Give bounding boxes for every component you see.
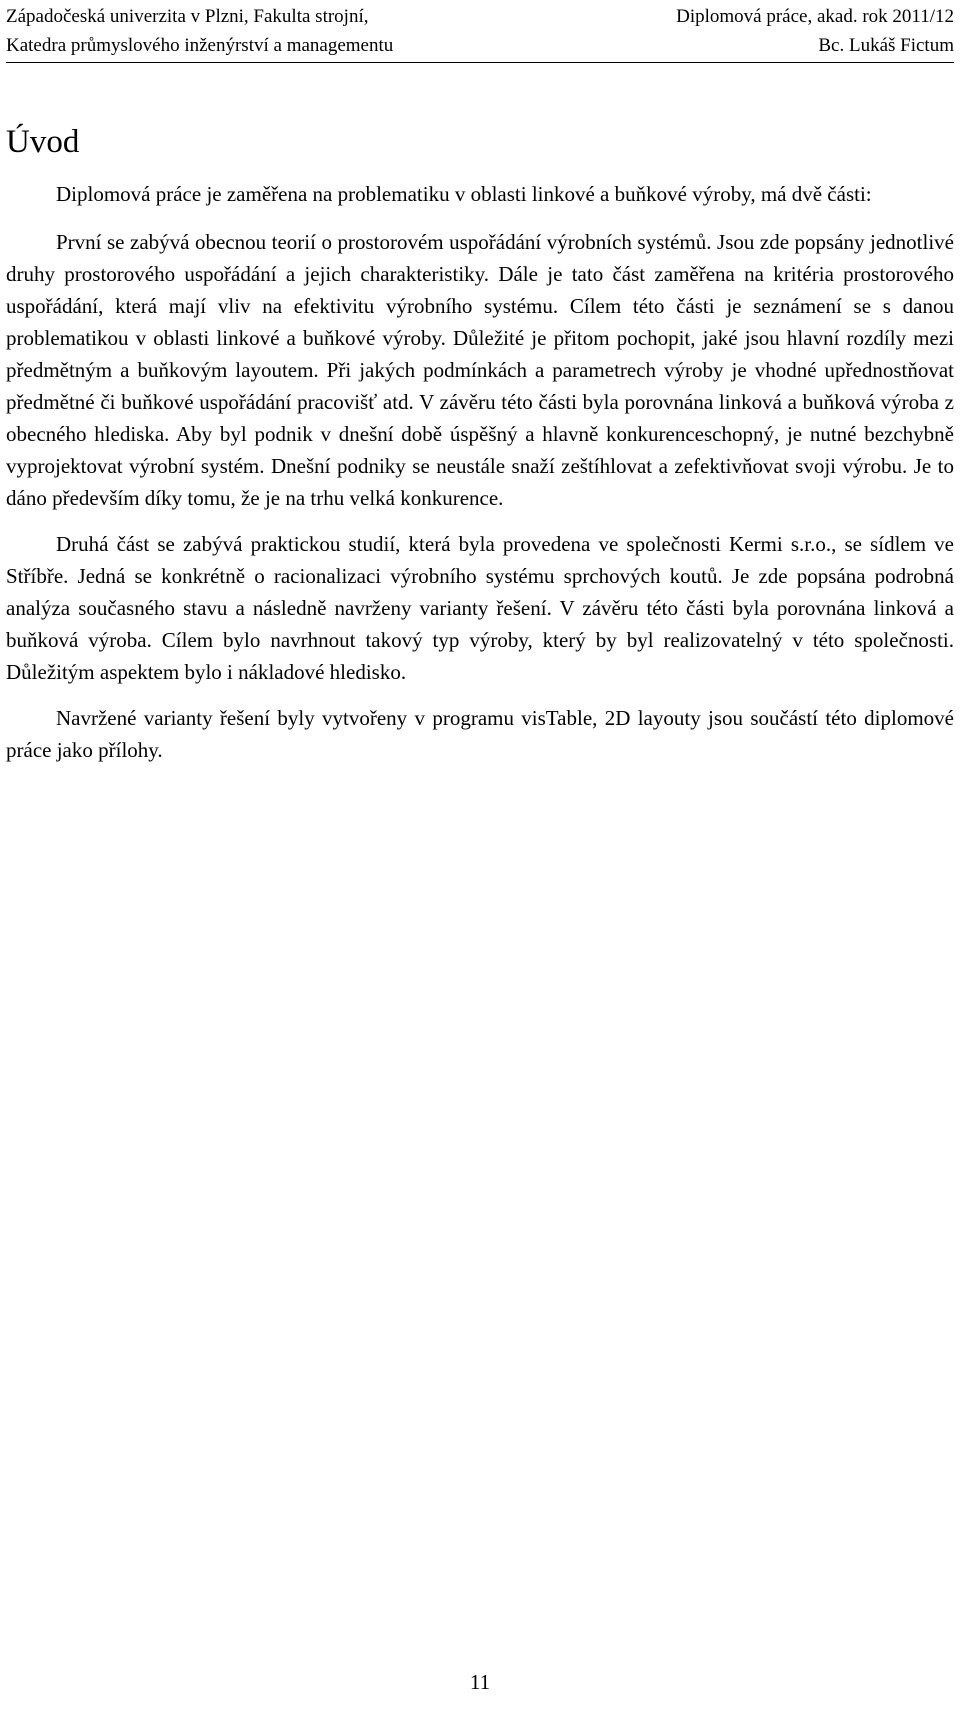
paragraph-intro: Diplomová práce je zaměřena na problematiku v oblasti linkové a buňkové výroby, má dvě části: [56,182,872,206]
header-author: Bc. Lukáš Fictum [818,35,954,56]
header-row-bottom [6,31,954,60]
section-heading: Úvod [6,124,80,160]
body-text [6,178,954,766]
header-row-top [6,2,954,31]
header-department: Katedra průmyslového inženýrství a managementu [6,35,394,56]
paragraph-part-one: První se zabývá obecnou teorií o prostorovém uspořádání výrobních systémů. Jsou zde popsány jednotlivé druhy prostorového uspořádání a jejich charakteristiky. Dále je tato část zaměřena na kritéria prostorového uspořádání, která mají vliv na efektivitu výrobního systému. Cílem této části je seznámení se s danou problematikou v oblasti linkové a buňkové výroby. Důležité je přitom pochopit, jaké jsou hlavní rozdíly mezi předmětným a buňkovým layoutem. Při jakých podmínkách a parametrech výroby je vhodné upřednostňovat předmětné či buňkové uspořádání pracovišť atd. V závěru této části byla porovnána linková a buňková výroba z obecného hlediska. Aby byl podnik v dnešní době úspěšný a hlavně konkurenceschopný, je nutné bezchybně vyprojektovat výrobní systém. Dnešní podniky se neustále snaží zeštíhlovat a zefektivňovat svoji výrobu. Je to dáno především díky tomu, že je na trhu velká konkurence. [6,230,954,510]
header-thesis-info: Diplomová práce, akad. rok 2011/12 [676,6,954,27]
page-number: 11 [469,1670,491,1694]
page-header [6,0,954,63]
header-university: Západočeská univerzita v Plzni, Fakulta strojní, [6,6,369,27]
paragraph-closing: Navržené varianty řešení byly vytvořeny v programu visTable, 2D layouty jsou součástí této diplomové práce jako přílohy. [6,706,954,762]
paragraph-part-two: Druhá část se zabývá praktickou studií, která byla provedena ve společnosti Kermi s.r.o., se sídlem ve Stříbře. Jedná se konkrétně o racionalizaci výrobního systému sprchových koutů. Je zde popsána podrobná analýza současného stavu a následně navrženy varianty řešení. V závěru této části byla porovnána linková a buňková výroba. Cílem bylo navrhnout takový typ výroby, který by byl realizovatelný v této společnosti. Důležitým aspektem bylo i nákladové hledisko. [6,532,954,684]
